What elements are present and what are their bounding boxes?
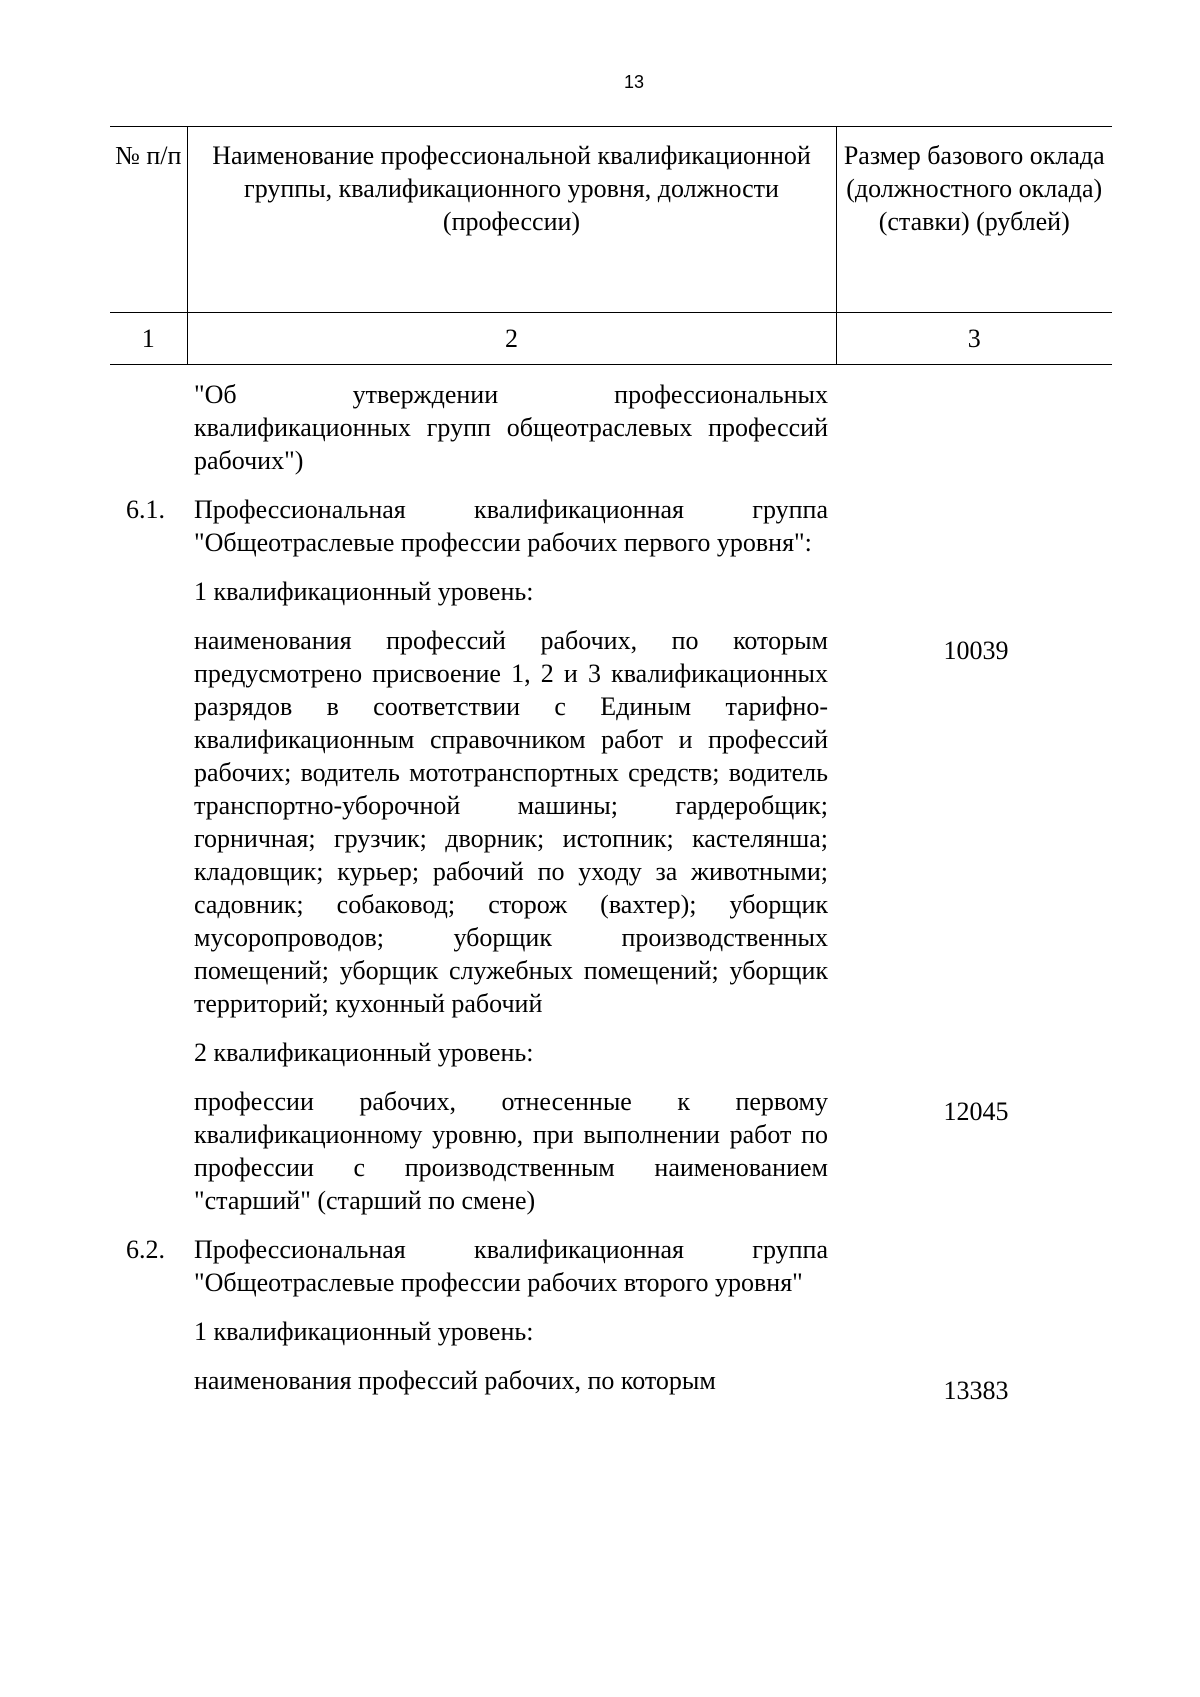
header-col-name: Наименование профессиональной квалификационной группы, квалификационного уровня, должности (профессии) bbox=[187, 127, 836, 313]
table-row bbox=[0, 624, 1200, 1020]
row-amount: 10039 bbox=[943, 636, 1009, 665]
table-row bbox=[0, 1233, 1200, 1299]
row-text: 1 квалификационный уровень: bbox=[194, 1317, 534, 1346]
table-body bbox=[0, 378, 1200, 1413]
row-amount: 12045 bbox=[943, 1097, 1009, 1126]
row-number: 6.1. bbox=[126, 495, 165, 524]
table-row bbox=[0, 378, 1200, 477]
table-row bbox=[0, 1315, 1200, 1348]
header-num-3: 3 bbox=[836, 313, 1112, 365]
table-row bbox=[0, 493, 1200, 559]
table-row bbox=[0, 1036, 1200, 1069]
table-row bbox=[0, 1085, 1200, 1217]
table-header bbox=[110, 126, 1112, 365]
row-text: 1 квалификационный уровень: bbox=[194, 577, 534, 606]
row-text: наименования профессий рабочих, по которым предусмотрено присвоение 1, 2 и 3 квалификационных разрядов в соответствии с Единым тарифно-квалификационным справочником работ и профессий рабочих; водитель мототранспортных средств; водитель транспортно-уборочной машины; гардеробщик; горничная; грузчик; дворник; истопник; кастелянша; кладовщик; курьер; рабочий по уходу за животными; садовник; собаковод; сторож (вахтер); уборщик мусоропроводов; уборщик производственных помещений; уборщик служебных помещений; уборщик территорий; кухонный рабочий bbox=[194, 626, 828, 1018]
header-numbering-row bbox=[110, 313, 1112, 365]
header-num-1: 1 bbox=[110, 313, 187, 365]
header-col-salary: Размер базового оклада (должностного оклада) (ставки) (рублей) bbox=[836, 127, 1112, 313]
header-num-2: 2 bbox=[187, 313, 836, 365]
header-row bbox=[110, 127, 1112, 313]
row-number: 6.2. bbox=[126, 1235, 165, 1264]
row-text: Профессиональная квалификационная группа "Общеотраслевые профессии рабочих первого уровня": bbox=[194, 495, 828, 557]
row-text: "Об утверждении профессиональных квалификационных групп общеотраслевых профессий рабочих") bbox=[194, 380, 828, 475]
row-text: наименования профессий рабочих, по которым bbox=[194, 1366, 716, 1395]
row-text: 2 квалификационный уровень: bbox=[194, 1038, 534, 1067]
table-row bbox=[0, 575, 1200, 608]
row-text: Профессиональная квалификационная группа "Общеотраслевые профессии рабочих второго уровня" bbox=[194, 1235, 828, 1297]
page-number: 13 bbox=[623, 72, 645, 92]
row-amount: 13383 bbox=[943, 1376, 1009, 1405]
table-row bbox=[0, 1364, 1200, 1405]
row-text: профессии рабочих, отнесенные к первому квалификационному уровню, при выполнении работ по профессии с производственным наименованием "старший" (старший по смене) bbox=[194, 1087, 828, 1215]
header-col-number: № п/п bbox=[110, 127, 187, 313]
